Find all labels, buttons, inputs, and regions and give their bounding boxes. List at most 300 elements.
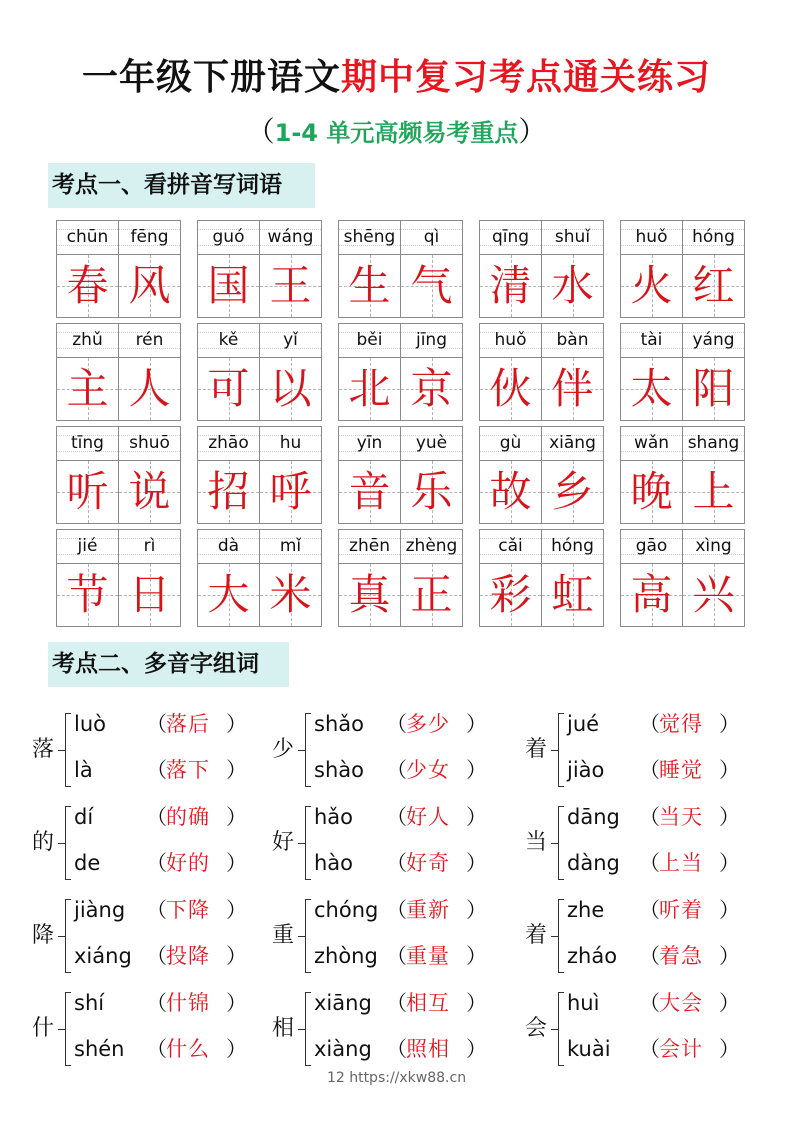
tianzige-row xyxy=(198,564,321,626)
hanzi-character: 春 xyxy=(66,261,109,310)
pinyin-syllable: guó xyxy=(212,227,245,247)
word-card xyxy=(338,426,463,524)
connector-line xyxy=(298,750,305,751)
word-card xyxy=(197,220,322,318)
bracket-icon xyxy=(305,899,311,973)
polyphone-item xyxy=(272,889,492,983)
tianzige-cell xyxy=(480,461,541,523)
pinyin-syllable: jié xyxy=(77,536,98,556)
bracket-icon xyxy=(558,992,564,1066)
connector-line xyxy=(58,1029,65,1030)
close-paren: ） xyxy=(466,805,487,829)
word-card xyxy=(620,529,745,627)
word-card xyxy=(620,323,745,421)
hanzi-character: 风 xyxy=(128,261,171,310)
open-paren: （ xyxy=(639,712,660,736)
reading-pinyin: shǎo xyxy=(314,712,364,736)
tianzige-cell xyxy=(541,358,603,420)
hanzi-character: 伙 xyxy=(489,364,532,413)
page-subtitle xyxy=(0,114,793,151)
answer-word: 好人 xyxy=(406,805,450,829)
word-card xyxy=(338,220,463,318)
hanzi-character: 京 xyxy=(410,364,453,413)
reading-pinyin: xiàng xyxy=(314,1037,372,1061)
pinyin-row xyxy=(480,427,603,461)
pinyin-syllable: chūn xyxy=(66,227,109,247)
answer-word: 相互 xyxy=(406,991,450,1015)
tianzige-cell xyxy=(682,358,744,420)
close-paren: ） xyxy=(226,1037,247,1061)
answer-word: 什锦 xyxy=(166,991,210,1015)
word-card xyxy=(620,426,745,524)
polyphone-item xyxy=(525,796,745,890)
close-paren: ） xyxy=(466,1037,487,1061)
open-paren: （ xyxy=(639,805,660,829)
hanzi-character: 可 xyxy=(207,364,250,413)
close-paren: ） xyxy=(226,758,247,782)
tianzige-row xyxy=(339,564,462,626)
tianzige-cell xyxy=(621,255,682,317)
pinyin-syllable: gù xyxy=(499,433,522,453)
close-paren: ） xyxy=(719,758,740,782)
tianzige-row xyxy=(57,358,180,420)
open-paren: （ xyxy=(146,944,167,968)
hanzi-character: 高 xyxy=(630,570,673,619)
polyphone-character: 好 xyxy=(272,830,295,855)
close-paren: ） xyxy=(466,898,487,922)
answer-word: 好奇 xyxy=(406,851,450,875)
close-paren: ） xyxy=(719,712,740,736)
pinyin-row xyxy=(339,221,462,255)
bracket-icon xyxy=(305,806,311,880)
hanzi-character: 呼 xyxy=(269,467,312,516)
hanzi-character: 大 xyxy=(207,570,250,619)
tianzige-row xyxy=(198,358,321,420)
close-paren: ） xyxy=(226,805,247,829)
pinyin-row xyxy=(339,530,462,564)
bracket-icon xyxy=(65,806,71,880)
connector-line xyxy=(58,843,65,844)
polyphone-character: 少 xyxy=(272,737,295,762)
tianzige-cell xyxy=(480,255,541,317)
reading-pinyin: xiāng xyxy=(314,991,372,1015)
tianzige-cell xyxy=(118,461,180,523)
close-paren: ） xyxy=(226,712,247,736)
tianzige-cell xyxy=(198,255,259,317)
answer-word: 听着 xyxy=(659,898,703,922)
open-paren: （ xyxy=(386,851,407,875)
reading-pinyin: dí xyxy=(74,805,94,829)
word-card xyxy=(197,529,322,627)
hanzi-character: 招 xyxy=(207,467,250,516)
pinyin-row xyxy=(480,221,603,255)
pinyin-syllable: cǎi xyxy=(498,536,523,556)
answer-word: 落下 xyxy=(166,758,210,782)
open-paren: （ xyxy=(146,758,167,782)
open-paren: （ xyxy=(146,805,167,829)
word-card xyxy=(197,426,322,524)
polyphone-character: 落 xyxy=(32,737,55,762)
reading-pinyin: shào xyxy=(314,758,364,782)
reading-pinyin: zhòng xyxy=(314,944,378,968)
tianzige-cell xyxy=(682,255,744,317)
tianzige-row xyxy=(198,461,321,523)
open-paren: （ xyxy=(386,712,407,736)
hanzi-character: 节 xyxy=(66,570,109,619)
tianzige-cell xyxy=(541,461,603,523)
word-card xyxy=(338,323,463,421)
pinyin-row xyxy=(480,324,603,358)
connector-line xyxy=(551,750,558,751)
reading-pinyin: huì xyxy=(567,991,600,1015)
polyphone-character: 着 xyxy=(525,737,548,762)
hanzi-character: 太 xyxy=(630,364,673,413)
tianzige-cell xyxy=(339,564,400,626)
pinyin-syllable: kě xyxy=(218,330,239,350)
close-paren: ） xyxy=(719,991,740,1015)
pinyin-syllable: huǒ xyxy=(494,330,527,350)
tianzige-cell xyxy=(621,564,682,626)
open-paren: （ xyxy=(639,851,660,875)
reading-pinyin: dāng xyxy=(567,805,620,829)
tianzige-cell xyxy=(339,358,400,420)
pinyin-row xyxy=(339,324,462,358)
hanzi-character: 伴 xyxy=(551,364,594,413)
tianzige-row xyxy=(621,358,744,420)
close-paren: ） xyxy=(466,991,487,1015)
pinyin-syllable: hóng xyxy=(541,530,603,563)
bracket-icon xyxy=(305,713,311,787)
pinyin-syllable: mǐ xyxy=(259,530,321,563)
polyphone-item xyxy=(32,703,252,797)
open-paren: （ xyxy=(386,805,407,829)
hanzi-character: 乡 xyxy=(551,467,594,516)
hanzi-character: 故 xyxy=(489,467,532,516)
bracket-icon xyxy=(558,713,564,787)
tianzige-cell xyxy=(118,358,180,420)
tianzige-cell xyxy=(541,255,603,317)
reading-pinyin: kuài xyxy=(567,1037,611,1061)
section-header-polyphones: 考点二、多音字组词 xyxy=(48,642,289,687)
pinyin-syllable: qì xyxy=(400,221,462,254)
pinyin-row xyxy=(621,221,744,255)
answer-word: 落后 xyxy=(166,712,210,736)
word-card xyxy=(56,220,181,318)
pinyin-row xyxy=(57,530,180,564)
open-paren: （ xyxy=(639,758,660,782)
reading-pinyin: chóng xyxy=(314,898,379,922)
close-paren: ） xyxy=(466,712,487,736)
tianzige-row xyxy=(621,564,744,626)
close-paren: ） xyxy=(466,851,487,875)
connector-line xyxy=(58,750,65,751)
hanzi-character: 主 xyxy=(66,364,109,413)
pinyin-row xyxy=(621,427,744,461)
pinyin-syllable: zhǔ xyxy=(72,330,103,350)
reading-pinyin: zhe xyxy=(567,898,605,922)
tianzige-cell xyxy=(682,564,744,626)
pinyin-syllable: gāo xyxy=(635,536,668,556)
polyphone-character: 会 xyxy=(525,1016,548,1041)
hanzi-character: 上 xyxy=(692,467,735,516)
pinyin-row xyxy=(198,427,321,461)
tianzige-cell xyxy=(198,564,259,626)
pinyin-syllable: běi xyxy=(356,330,383,350)
answer-word: 投降 xyxy=(166,944,210,968)
hanzi-character: 北 xyxy=(348,364,391,413)
hanzi-character: 晚 xyxy=(630,467,673,516)
hanzi-character: 彩 xyxy=(489,570,532,619)
close-paren: ） xyxy=(719,1037,740,1061)
open-paren: （ xyxy=(386,991,407,1015)
answer-word: 会计 xyxy=(659,1037,703,1061)
pinyin-syllable: huǒ xyxy=(635,227,668,247)
pinyin-syllable: shuō xyxy=(118,427,180,460)
pinyin-syllable: rì xyxy=(118,530,180,563)
subtitle-close-paren: ） xyxy=(518,115,547,148)
tianzige-row xyxy=(621,255,744,317)
subtitle-open-paren: （ xyxy=(246,115,275,148)
tianzige-cell xyxy=(57,358,118,420)
tianzige-cell xyxy=(400,461,462,523)
pinyin-syllable: yǐ xyxy=(259,324,321,357)
pinyin-syllable: xiāng xyxy=(541,427,603,460)
tianzige-cell xyxy=(259,255,321,317)
open-paren: （ xyxy=(639,991,660,1015)
word-card xyxy=(56,529,181,627)
pinyin-syllable: zhèng xyxy=(400,530,462,563)
pinyin-syllable: rén xyxy=(118,324,180,357)
reading-pinyin: jué xyxy=(567,712,600,736)
word-card xyxy=(197,323,322,421)
open-paren: （ xyxy=(146,991,167,1015)
answer-word: 下降 xyxy=(166,898,210,922)
open-paren: （ xyxy=(146,1037,167,1061)
tianzige-cell xyxy=(259,358,321,420)
subtitle-text: 1-4 单元高频易考重点 xyxy=(274,119,519,147)
polyphone-item xyxy=(32,889,252,983)
bracket-icon xyxy=(65,899,71,973)
reading-pinyin: dàng xyxy=(567,851,620,875)
pinyin-syllable: shang xyxy=(682,427,744,460)
answer-word: 好的 xyxy=(166,851,210,875)
open-paren: （ xyxy=(386,898,407,922)
tianzige-cell xyxy=(400,564,462,626)
page-footer: 12 https://xkw88.cn xyxy=(326,1070,467,1086)
connector-line xyxy=(298,936,305,937)
polyphone-character: 的 xyxy=(32,830,55,855)
close-paren: ） xyxy=(719,851,740,875)
pinyin-syllable: wǎn xyxy=(633,433,670,453)
pinyin-syllable: yuè xyxy=(400,427,462,460)
reading-pinyin: hǎo xyxy=(314,805,354,829)
close-paren: ） xyxy=(719,898,740,922)
hanzi-character: 水 xyxy=(551,261,594,310)
tianzige-cell xyxy=(682,461,744,523)
tianzige-cell xyxy=(118,255,180,317)
tianzige-cell xyxy=(621,461,682,523)
hanzi-character: 阳 xyxy=(692,364,735,413)
tianzige-cell xyxy=(480,358,541,420)
bracket-icon xyxy=(558,899,564,973)
open-paren: （ xyxy=(386,758,407,782)
polyphone-character: 降 xyxy=(32,923,55,948)
polyphone-character: 当 xyxy=(525,830,548,855)
open-paren: （ xyxy=(386,1037,407,1061)
word-card xyxy=(56,426,181,524)
close-paren: ） xyxy=(226,944,247,968)
pinyin-syllable: qīng xyxy=(491,227,530,247)
connector-line xyxy=(298,843,305,844)
tianzige-cell xyxy=(339,461,400,523)
word-card xyxy=(479,529,604,627)
tianzige-cell xyxy=(118,564,180,626)
polyphone-item xyxy=(272,703,492,797)
polyphone-character: 重 xyxy=(272,923,295,948)
tianzige-row xyxy=(57,461,180,523)
pinyin-row xyxy=(57,324,180,358)
hanzi-character: 米 xyxy=(269,570,312,619)
tianzige-cell xyxy=(400,255,462,317)
pinyin-syllable: wáng xyxy=(259,221,321,254)
tianzige-cell xyxy=(198,358,259,420)
tianzige-cell xyxy=(259,461,321,523)
word-card xyxy=(56,323,181,421)
reading-pinyin: hào xyxy=(314,851,354,875)
answer-word: 重量 xyxy=(406,944,450,968)
reading-pinyin: shén xyxy=(74,1037,125,1061)
answer-word: 上当 xyxy=(659,851,703,875)
word-card xyxy=(338,529,463,627)
tianzige-cell xyxy=(621,358,682,420)
open-paren: （ xyxy=(386,944,407,968)
polyphone-item xyxy=(272,982,492,1076)
pinyin-row xyxy=(621,530,744,564)
bracket-icon xyxy=(65,713,71,787)
hanzi-character: 日 xyxy=(128,570,171,619)
pinyin-syllable: jīng xyxy=(400,324,462,357)
title-black-part: 一年级下册语文 xyxy=(81,57,341,98)
hanzi-character: 人 xyxy=(128,364,171,413)
polyphone-character: 相 xyxy=(272,1016,295,1041)
answer-word: 着急 xyxy=(659,944,703,968)
pinyin-syllable: fēng xyxy=(118,221,180,254)
pinyin-row xyxy=(480,530,603,564)
close-paren: ） xyxy=(226,991,247,1015)
tianzige-row xyxy=(480,564,603,626)
close-paren: ） xyxy=(466,944,487,968)
answer-word: 多少 xyxy=(406,712,450,736)
answer-word: 什么 xyxy=(166,1037,210,1061)
tianzige-row xyxy=(621,461,744,523)
pinyin-row xyxy=(621,324,744,358)
hanzi-character: 生 xyxy=(348,261,391,310)
word-card xyxy=(479,426,604,524)
close-paren: ） xyxy=(466,758,487,782)
tianzige-row xyxy=(480,358,603,420)
pinyin-syllable: hóng xyxy=(682,221,744,254)
answer-word: 觉得 xyxy=(659,712,703,736)
hanzi-character: 说 xyxy=(128,467,171,516)
pinyin-row xyxy=(339,427,462,461)
open-paren: （ xyxy=(639,1037,660,1061)
connector-line xyxy=(58,936,65,937)
section-header-pinyin-words: 考点一、看拼音写词语 xyxy=(48,163,315,208)
hanzi-character: 音 xyxy=(348,467,391,516)
tianzige-row xyxy=(339,461,462,523)
pinyin-syllable: bàn xyxy=(541,324,603,357)
reading-pinyin: shí xyxy=(74,991,105,1015)
polyphone-character: 着 xyxy=(525,923,548,948)
bracket-icon xyxy=(65,992,71,1066)
hanzi-character: 王 xyxy=(269,261,312,310)
hanzi-character: 红 xyxy=(692,261,735,310)
pinyin-row xyxy=(198,530,321,564)
reading-pinyin: de xyxy=(74,851,101,875)
pinyin-syllable: yīn xyxy=(356,433,383,453)
tianzige-row xyxy=(480,255,603,317)
hanzi-character: 清 xyxy=(489,261,532,310)
open-paren: （ xyxy=(146,898,167,922)
polyphone-item xyxy=(525,703,745,797)
open-paren: （ xyxy=(639,944,660,968)
pinyin-syllable: tīng xyxy=(71,433,104,453)
polyphone-item xyxy=(32,796,252,890)
tianzige-cell xyxy=(259,564,321,626)
hanzi-character: 以 xyxy=(269,364,312,413)
tianzige-row xyxy=(57,564,180,626)
close-paren: ） xyxy=(719,944,740,968)
close-paren: ） xyxy=(719,805,740,829)
tianzige-row xyxy=(339,255,462,317)
tianzige-cell xyxy=(400,358,462,420)
word-card xyxy=(620,220,745,318)
pinyin-syllable: xìng xyxy=(682,530,744,563)
answer-word: 的确 xyxy=(166,805,210,829)
tianzige-row xyxy=(480,461,603,523)
answer-word: 当天 xyxy=(659,805,703,829)
tianzige-cell xyxy=(57,461,118,523)
hanzi-character: 兴 xyxy=(692,570,735,619)
reading-pinyin: là xyxy=(74,758,93,782)
hanzi-character: 虹 xyxy=(551,570,594,619)
word-card xyxy=(479,323,604,421)
polyphone-item xyxy=(525,982,745,1076)
hanzi-character: 乐 xyxy=(410,467,453,516)
polyphone-item xyxy=(525,889,745,983)
reading-pinyin: luò xyxy=(74,712,106,736)
tianzige-cell xyxy=(57,255,118,317)
polyphone-item xyxy=(272,796,492,890)
reading-pinyin: jiào xyxy=(567,758,605,782)
pinyin-row xyxy=(198,221,321,255)
pinyin-syllable: hu xyxy=(259,427,321,460)
word-card xyxy=(479,220,604,318)
pinyin-syllable: shuǐ xyxy=(541,221,603,254)
hanzi-character: 气 xyxy=(410,261,453,310)
connector-line xyxy=(551,843,558,844)
connector-line xyxy=(298,1029,305,1030)
pinyin-row xyxy=(57,221,180,255)
hanzi-character: 真 xyxy=(348,570,391,619)
close-paren: ） xyxy=(226,898,247,922)
pinyin-syllable: dà xyxy=(217,536,240,556)
tianzige-row xyxy=(339,358,462,420)
hanzi-character: 国 xyxy=(207,261,250,310)
answer-word: 睡觉 xyxy=(659,758,703,782)
close-paren: ） xyxy=(226,851,247,875)
hanzi-character: 听 xyxy=(66,467,109,516)
